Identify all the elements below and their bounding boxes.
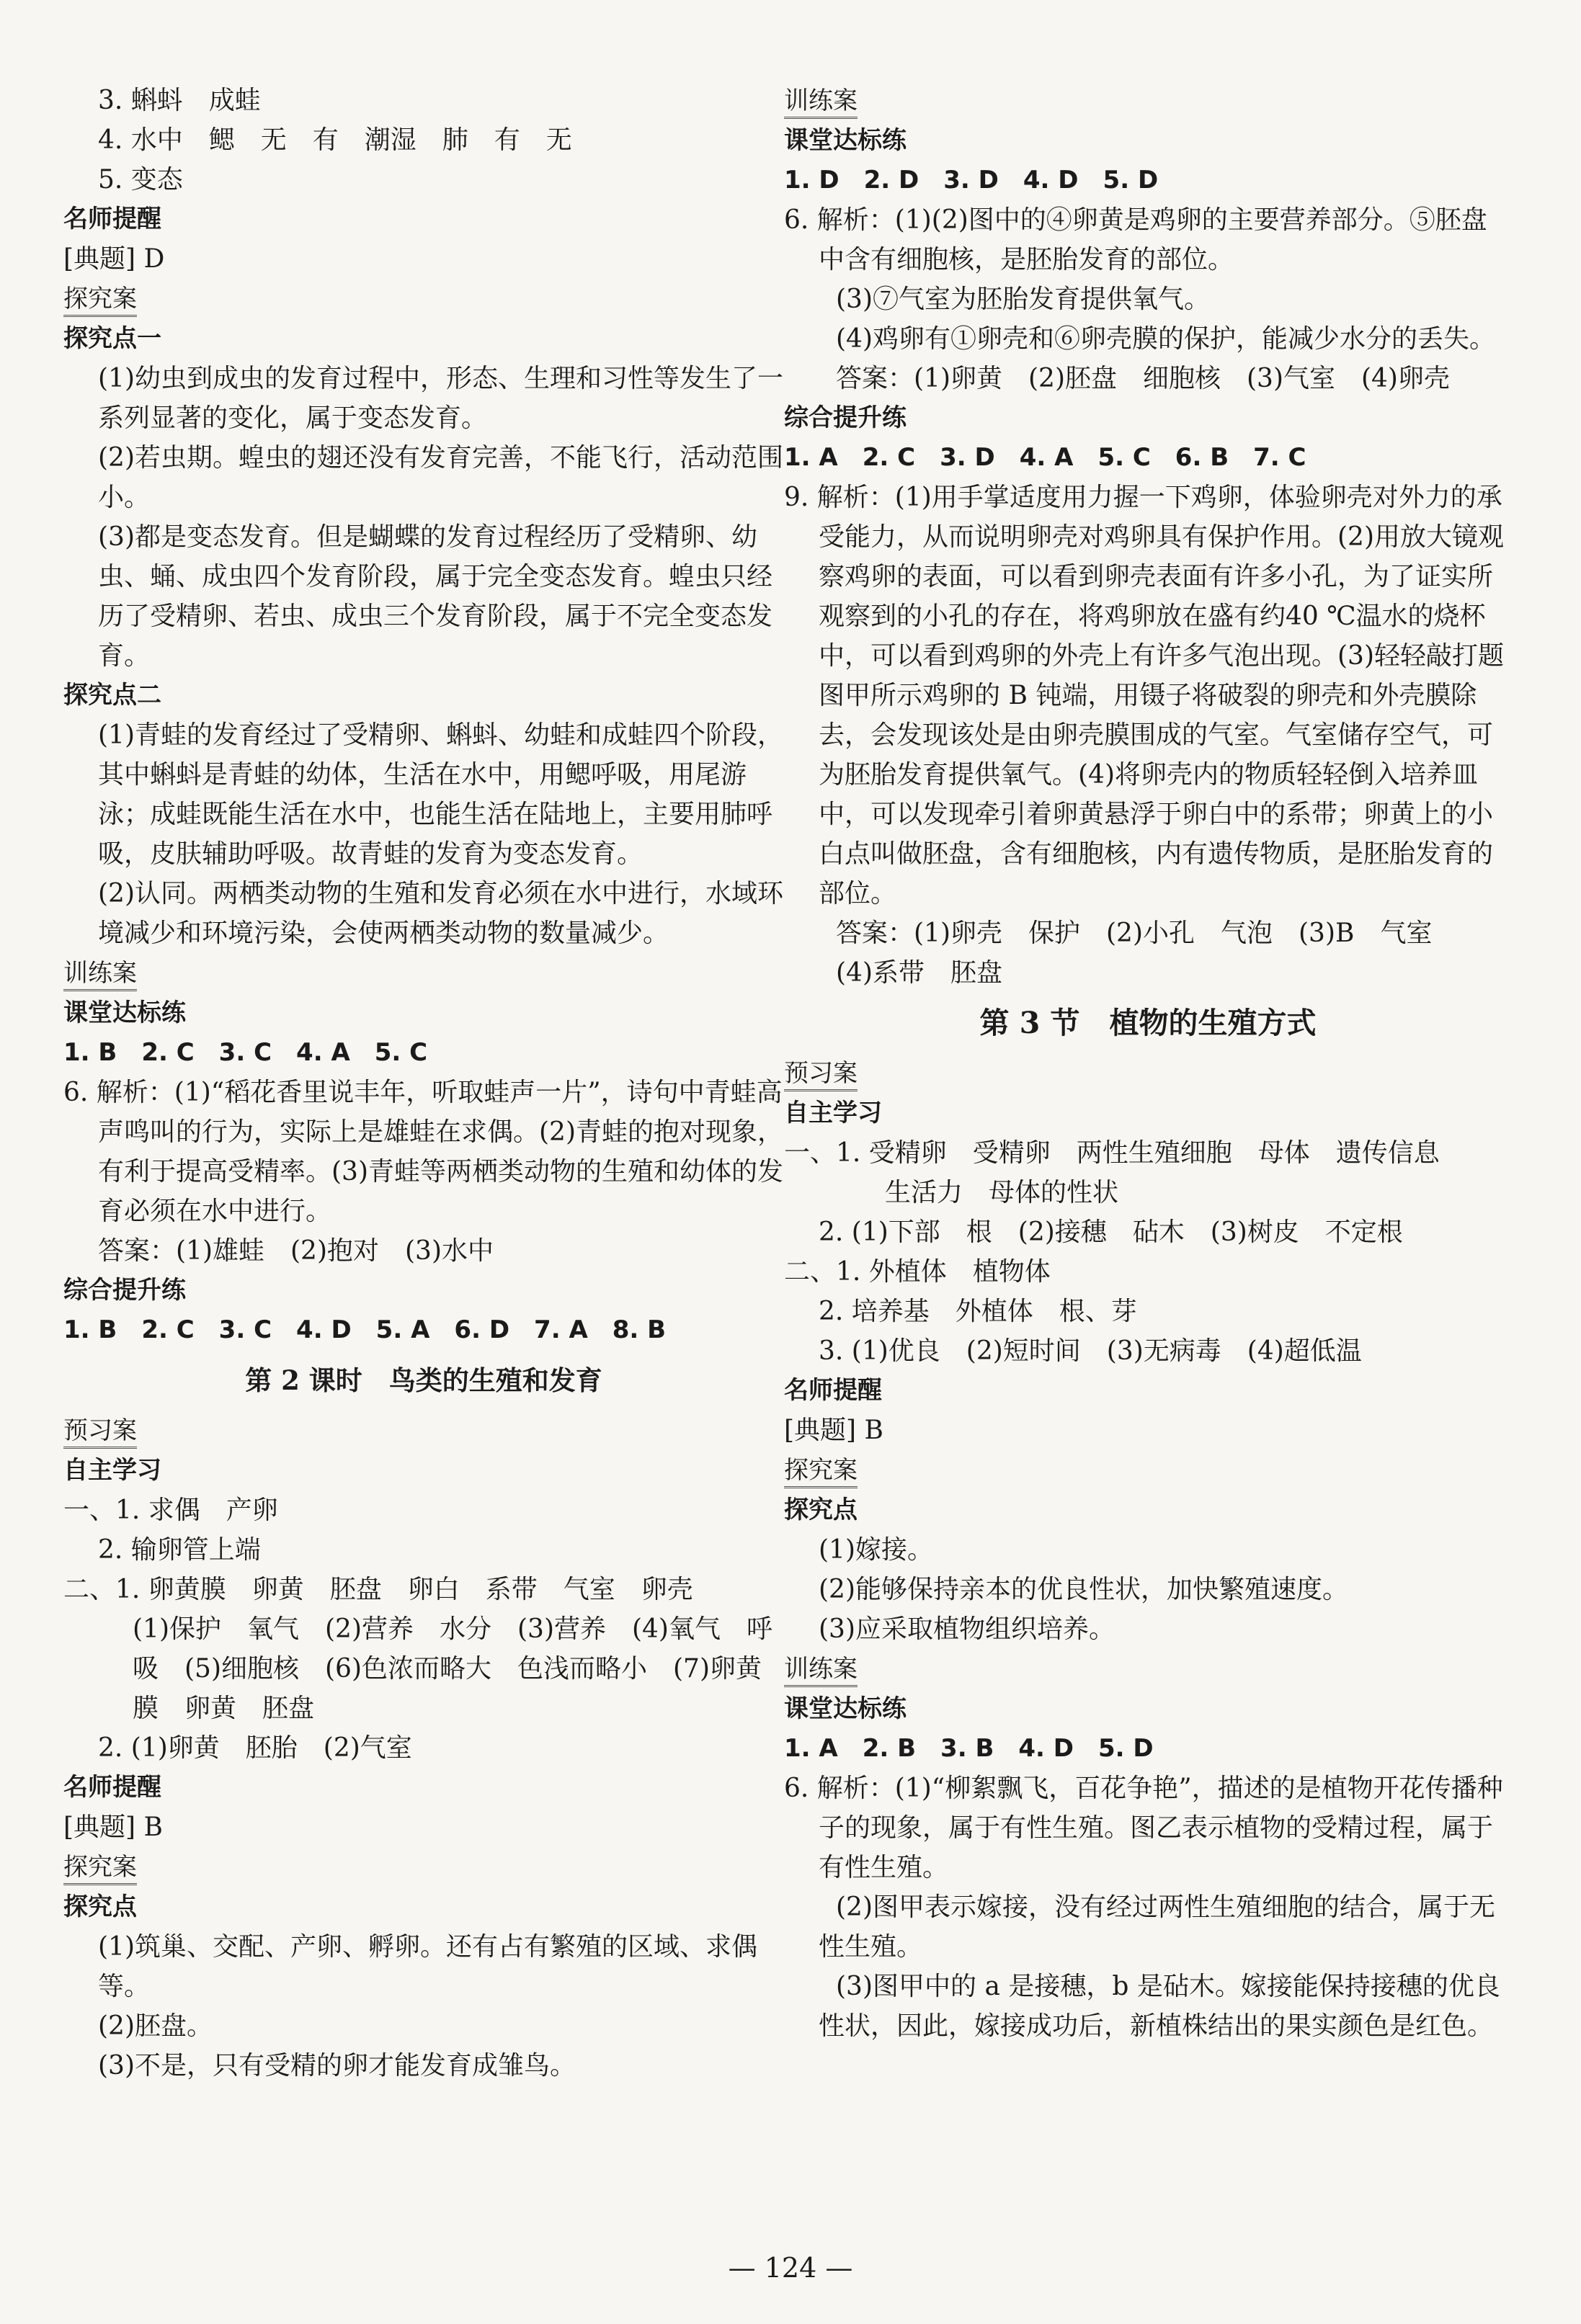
explanation-paragraph: 6. 解析：(1)(2)图中的④卵黄是鸡卵的主要营养部分。⑤胚盘中含有细胞核，是胚胎发育的部位。	[784, 205, 1487, 274]
text-line: 3. 蝌蚪 成蛙	[98, 86, 261, 115]
right-column	[784, 81, 1512, 2046]
text-line: 二、1. 外植体 植物体	[784, 1257, 1051, 1287]
section-tag-label: 训练案	[784, 86, 858, 119]
paragraph: (4)鸡卵有①卵壳和⑥卵壳膜的保护，能减少水分的丢失。	[836, 324, 1495, 354]
page-number: — 124 —	[728, 2252, 853, 2284]
section-tag	[63, 1411, 784, 1451]
subsection-heading: 探究点一	[63, 324, 161, 353]
section-tag-label: 训练案	[784, 1655, 858, 1687]
text-line: 2. 培养基 外植体 根、芽	[819, 1297, 1137, 1326]
lesson-title: 第 3 节 植物的生殖方式	[979, 1006, 1317, 1040]
text-line: [典题] D	[63, 244, 165, 274]
section-tag	[784, 81, 1512, 121]
section-tag-label: 预习案	[784, 1059, 858, 1091]
text-line: 3. (1)优良 (2)短时间 (3)无病毒 (4)超低温	[819, 1336, 1362, 1366]
text-line: 4. 水中 鳃 无 有 潮湿 肺 有 无	[98, 125, 572, 155]
explanation-paragraph: 9. 解析：(1)用手掌适度用力握一下鸡卵，体验卵壳对外力的承受能力，从而说明卵壳对鸡卵具有保护作用。(2)用放大镜观察鸡卵的表面，可以看到卵壳表面有许多小孔，为了证实所观察到的小孔的存在，将鸡卵放在盛有约40 ℃温水的烧杯中，可以看到鸡卵的外壳上有许多气泡出现。(3)轻轻敲打题图甲所示鸡卵的 B 钝端，用镊子将破裂的卵壳和外壳膜除去，会发现该处是由卵壳膜围成的气室。气室储存空气，可为胚胎发育提供氧气。(4)将卵壳内的物质轻轻倒入培养皿中，可以发现牵引着卵黄悬浮于卵白中的系带；卵黄上的小白点叫做胚盘，含有细胞核，内有遗传物质，是胚胎发育的部位。	[784, 483, 1504, 908]
paragraph: (1)筑巢、交配、产卵、孵卵。还有占有繁殖的区域、求偶等。	[98, 1932, 757, 2001]
answer-key-line: 1. B 2. C 3. C 4. A 5. C	[63, 1038, 428, 1067]
explanation-paragraph: 6. 解析：(1)“柳絮飘飞，百花争艳”，描述的是植物开花传播种子的现象，属于有性生殖。图乙表示植物的受精过程，属于有性生殖。	[784, 1774, 1503, 1882]
answer-key-line: 1. A 2. B 3. B 4. D 5. D	[784, 1734, 1154, 1763]
text-line: 二、1. 卵黄膜 卵黄 胚盘 卵白 系带 气室 卵壳	[63, 1575, 693, 1604]
subsection-heading: 名师提醒	[784, 1376, 882, 1405]
answer-key-line: 1. B 2. C 3. C 4. D 5. A 6. D 7. A 8. B	[63, 1315, 667, 1344]
paragraph: (3)图甲中的 a 是接穗，b 是砧木。嫁接能保持接穗的优良性状，因此，嫁接成功后，新植株结出的果实颜色是红色。	[819, 1972, 1500, 2041]
text-line: 2. (1)下部 根 (2)接穗 砧木 (3)树皮 不定根	[819, 1217, 1403, 1247]
text-line: [典题] B	[63, 1813, 163, 1842]
section-tag-label: 探究案	[63, 285, 137, 317]
paragraph: (1)保护 氧气 (2)营养 水分 (3)营养 (4)氧气 呼吸 (5)细胞核 (6)色浓而略大 色浅而略小 (7)卵黄膜 卵黄 胚盘	[133, 1614, 772, 1723]
paragraph: (2)认同。两栖类动物的生殖和发育必须在水中进行，水域环境减少和环境污染，会使两栖类动物的数量减少。	[98, 879, 783, 948]
section-tag	[63, 279, 784, 319]
section-tag-label: 探究案	[784, 1456, 858, 1488]
subsection-heading: 课堂达标练	[784, 1694, 907, 1723]
text-line: [典题] B	[784, 1416, 883, 1445]
text-line: (2)胚盘。	[98, 2011, 213, 2041]
section-tag-label: 训练案	[63, 959, 137, 991]
text-line: 答案：(1)卵壳 保护 (2)小孔 气泡 (3)B 气室	[836, 919, 1433, 948]
text-line: (3)⑦气室为胚胎发育提供氧气。	[836, 285, 1210, 314]
answer-key-line: 1. D 2. D 3. D 4. D 5. D	[784, 166, 1159, 195]
explanation-paragraph: 6. 解析：(1)“稻花香里说丰年，听取蛙声一片”，诗句中青蛙高声鸣叫的行为，实际上是雄蛙在求偶。(2)青蛙的抱对现象，有利于提高受精率。(3)青蛙等两栖类动物的生殖和幼体的发育必须在水中进行。	[63, 1078, 783, 1226]
text-line: 生活力 母体的性状	[885, 1178, 1119, 1207]
text-line: (4)系带 胚盘	[836, 958, 1002, 988]
paragraph: (3)都是变态发育。但是蝴蝶的发育过程经历了受精卵、幼虫、蛹、成虫四个发育阶段，属于完全变态发育。蝗虫只经历了受精卵、若虫、成虫三个发育阶段，属于不完全变态发育。	[98, 522, 773, 671]
text-line: 答案：(1)卵黄 (2)胚盘 细胞核 (3)气室 (4)卵壳	[836, 364, 1450, 393]
left-column	[63, 81, 784, 2086]
subsection-heading: 名师提醒	[63, 205, 161, 233]
section-tag	[784, 1649, 1512, 1689]
subsection-heading: 课堂达标练	[784, 126, 907, 155]
paragraph: (1)青蛙的发育经过了受精卵、蝌蚪、幼蛙和成蛙四个阶段，其中蝌蚪是青蛙的幼体，生活在水中，用鳃呼吸，用尾游泳；成蛙既能生活在水中，也能生活在陆地上，主要用肺呼吸，皮肤辅助呼吸。故青蛙的发育为变态发育。	[98, 720, 783, 869]
text-line: (3)应采取植物组织培养。	[819, 1614, 1115, 1644]
section-tag	[63, 953, 784, 993]
section-tag-label: 预习案	[63, 1416, 137, 1449]
section-tag-label: 探究案	[63, 1853, 137, 1885]
section-tag	[784, 1053, 1512, 1094]
text-line: 2. 输卵管上端	[98, 1535, 261, 1565]
text-line: 一、1. 求偶 产卵	[63, 1496, 278, 1525]
paragraph: (1)幼虫到成虫的发育过程中，形态、生理和习性等发生了一系列显著的变化，属于变态发育。	[98, 364, 783, 433]
text-line: 答案：(1)雄蛙 (2)抱对 (3)水中	[98, 1236, 494, 1266]
text-line: 一、1. 受精卵 受精卵 两性生殖细胞 母体 遗传信息	[784, 1138, 1440, 1168]
text-line: (3)不是，只有受精的卵才能发育成雏鸟。	[98, 2051, 576, 2081]
section-tag	[63, 1847, 784, 1887]
lesson-title: 第 2 课时 鸟类的生殖和发育	[245, 1364, 602, 1396]
paragraph: (2)若虫期。蝗虫的翅还没有发育完善，不能飞行，活动范围小。	[98, 443, 783, 512]
subsection-heading: 名师提醒	[63, 1773, 161, 1802]
text-line: (2)能够保持亲本的优良性状，加快繁殖速度。	[819, 1575, 1348, 1604]
subsection-heading: 课堂达标练	[63, 998, 186, 1027]
section-tag	[784, 1450, 1512, 1491]
subsection-heading: 综合提升练	[784, 403, 907, 432]
subsection-heading: 综合提升练	[63, 1276, 186, 1305]
text-line: (1)嫁接。	[819, 1535, 933, 1565]
answer-key-line: 1. A 2. C 3. D 4. A 5. C 6. B 7. C	[784, 443, 1306, 472]
subsection-heading: 探究点	[784, 1496, 858, 1524]
subsection-heading: 自主学习	[784, 1099, 882, 1127]
text-line: 2. (1)卵黄 胚胎 (2)气室	[98, 1733, 412, 1763]
text-line: 5. 变态	[98, 165, 183, 195]
subsection-heading: 自主学习	[63, 1456, 161, 1485]
subsection-heading: 探究点二	[63, 681, 161, 710]
subsection-heading: 探究点	[63, 1892, 137, 1921]
paragraph: (2)图甲表示嫁接，没有经过两性生殖细胞的结合，属于无性生殖。	[819, 1892, 1495, 1962]
